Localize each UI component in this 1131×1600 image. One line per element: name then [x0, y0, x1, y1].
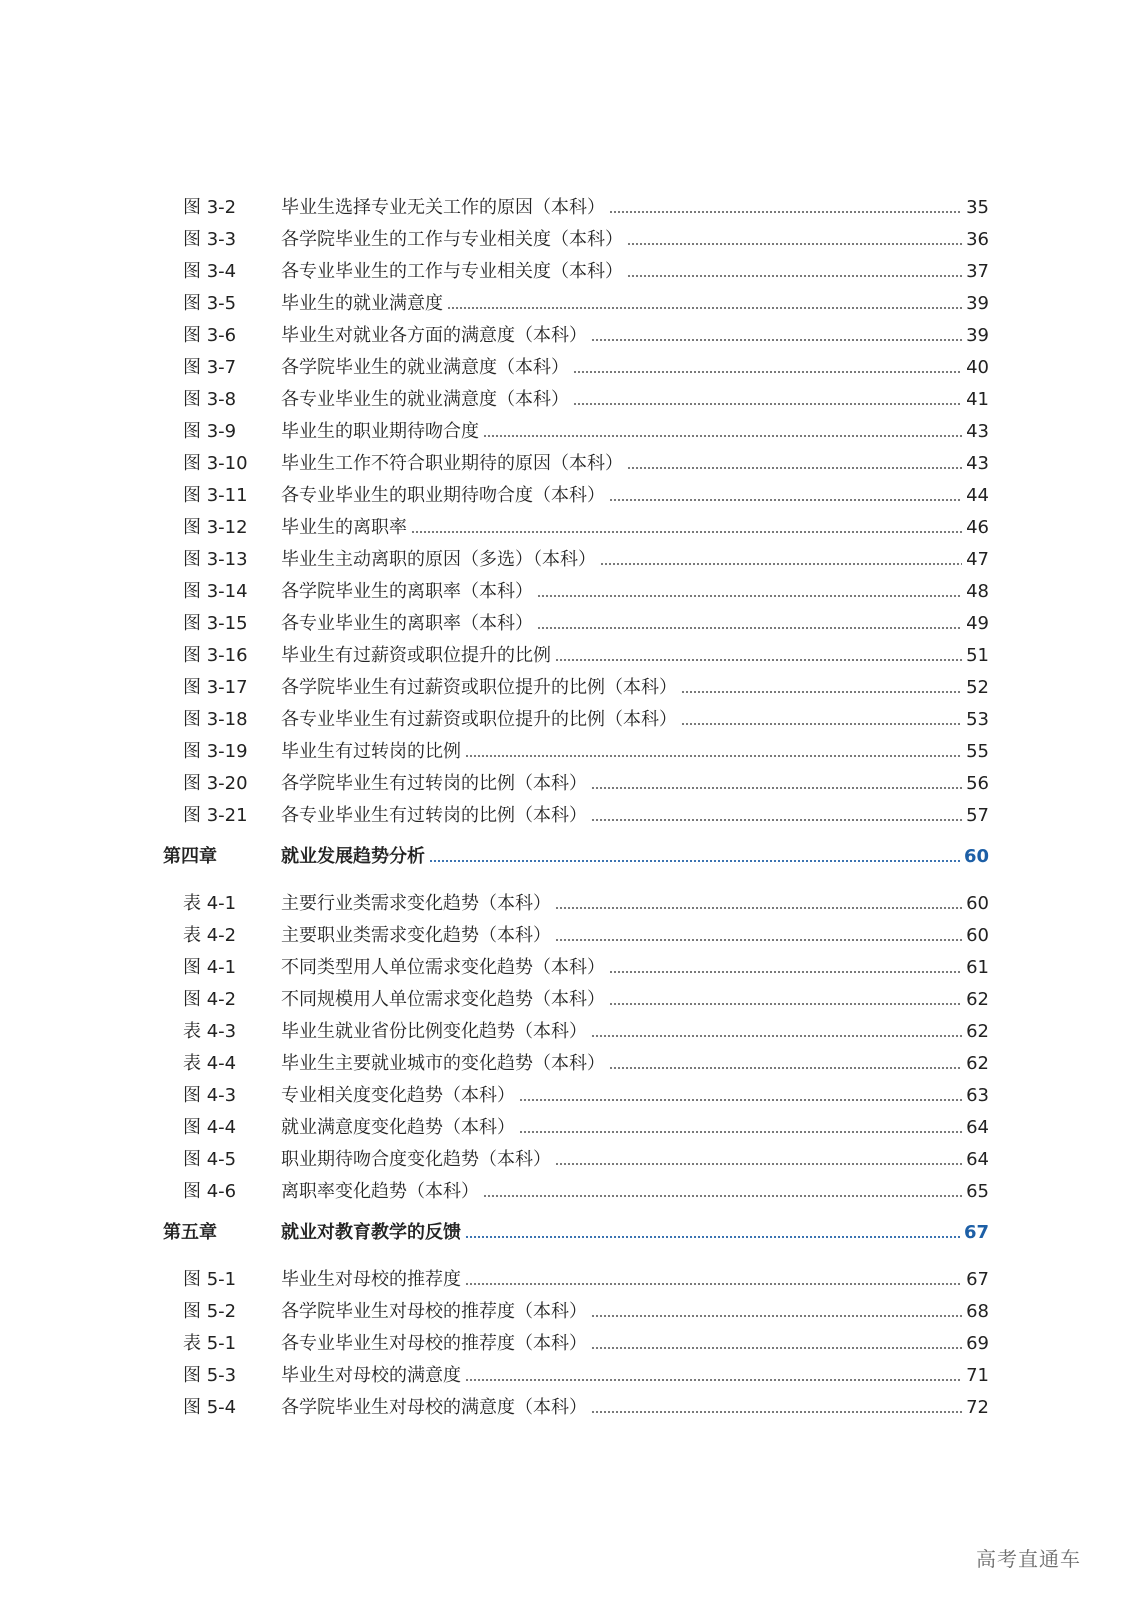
entry-line	[281, 197, 989, 219]
dot-leader	[465, 755, 962, 757]
toc-entry[interactable]	[163, 1048, 989, 1080]
entry-number: 图 3-9	[183, 421, 237, 442]
dot-leader	[609, 971, 962, 973]
toc-entry[interactable]	[163, 984, 989, 1016]
entry-number: 图 3-18	[183, 709, 248, 730]
entry-number: 图 3-20	[183, 773, 248, 794]
dot-leader	[465, 1236, 960, 1238]
toc-entry[interactable]	[163, 640, 989, 672]
entry-number: 图 4-4	[183, 1117, 237, 1138]
toc-entry[interactable]	[163, 352, 989, 384]
entry-number: 图 3-6	[183, 325, 237, 346]
entry-title: 毕业生主要就业城市的变化趋势（本科）	[281, 1053, 605, 1074]
page-number: 53	[966, 709, 989, 730]
dot-leader	[627, 467, 962, 469]
entry-line	[281, 773, 989, 795]
dot-leader	[591, 1411, 962, 1413]
entry-title: 各专业毕业生有过转岗的比例（本科）	[281, 805, 587, 826]
entry-title: 各专业毕业生的工作与专业相关度（本科）	[281, 261, 623, 282]
dot-leader	[555, 659, 962, 661]
entry-title: 主要行业类需求变化趋势（本科）	[281, 893, 551, 914]
entry-title: 各专业毕业生的就业满意度（本科）	[281, 389, 569, 410]
entry-title: 毕业生的就业满意度	[281, 293, 443, 314]
dot-leader	[537, 595, 962, 597]
page-number: 46	[966, 517, 989, 538]
page-number: 63	[966, 1085, 989, 1106]
entry-number: 表 4-3	[183, 1021, 237, 1042]
entry-number: 图 4-5	[183, 1149, 237, 1170]
page-number: 62	[966, 1053, 989, 1074]
entry-number: 图 3-5	[183, 293, 237, 314]
entry-number: 图 3-17	[183, 677, 248, 698]
entry-title: 各学院毕业生的就业满意度（本科）	[281, 357, 569, 378]
entry-line	[281, 709, 989, 731]
entry-line	[281, 1333, 989, 1355]
page-number: 62	[966, 989, 989, 1010]
dot-leader	[483, 1195, 962, 1197]
dot-leader	[591, 1035, 962, 1037]
entry-title: 各学院毕业生有过转岗的比例（本科）	[281, 773, 587, 794]
entry-line	[281, 293, 989, 315]
page-number: 60	[963, 846, 989, 867]
entry-line	[281, 1365, 989, 1387]
entry-number: 图 4-6	[183, 1181, 237, 1202]
entry-number: 图 3-11	[183, 485, 248, 506]
entry-line	[281, 1222, 989, 1244]
page-number: 65	[966, 1181, 989, 1202]
entry-line	[281, 1021, 989, 1043]
entry-number: 图 3-13	[183, 549, 248, 570]
toc-chapter-heading[interactable]	[163, 1211, 989, 1255]
page-number: 61	[966, 957, 989, 978]
toc-entry[interactable]	[163, 1328, 989, 1360]
page-number: 52	[966, 677, 989, 698]
dot-leader	[591, 787, 962, 789]
entry-line	[281, 229, 989, 251]
entry-number: 图 3-10	[183, 453, 248, 474]
dot-leader	[600, 563, 962, 565]
entry-title: 毕业生的离职率	[281, 517, 407, 538]
entry-line	[281, 957, 989, 979]
entry-number: 图 3-3	[183, 229, 237, 250]
toc-entry[interactable]	[163, 480, 989, 512]
page-number: 56	[966, 773, 989, 794]
watermark-text: 高考直通车	[976, 1547, 1081, 1571]
entry-title: 各学院毕业生有过薪资或职位提升的比例（本科）	[281, 677, 677, 698]
entry-line	[281, 1117, 989, 1139]
page-number: 39	[966, 325, 989, 346]
toc-entry[interactable]	[163, 224, 989, 256]
entry-title: 毕业生有过薪资或职位提升的比例	[281, 645, 551, 666]
page-number: 60	[966, 893, 989, 914]
toc-entry[interactable]	[163, 888, 989, 920]
page-number: 67	[966, 1269, 989, 1290]
entry-title: 毕业生主动离职的原因（多选）（本科）	[281, 549, 596, 570]
dot-leader	[591, 1347, 962, 1349]
entry-title: 各专业毕业生的职业期待吻合度（本科）	[281, 485, 605, 506]
dot-leader	[591, 819, 962, 821]
entry-number: 图 3-16	[183, 645, 248, 666]
entry-number: 图 5-1	[183, 1269, 237, 1290]
chapter-title: 就业对教育教学的反馈	[281, 1222, 461, 1243]
dot-leader	[627, 243, 962, 245]
toc-entry[interactable]	[163, 512, 989, 544]
page-number: 71	[966, 1365, 989, 1386]
entry-line	[281, 357, 989, 379]
dot-leader	[555, 907, 962, 909]
toc-entry[interactable]	[163, 1360, 989, 1392]
entry-line	[281, 1085, 989, 1107]
entry-line	[281, 893, 989, 915]
entry-title: 就业满意度变化趋势（本科）	[281, 1117, 515, 1138]
entry-line	[281, 613, 989, 635]
dot-leader	[555, 1163, 962, 1165]
entry-number: 表 4-2	[183, 925, 237, 946]
entry-line	[281, 421, 989, 443]
dot-leader	[681, 723, 962, 725]
entry-number: 表 4-1	[183, 893, 237, 914]
page-number: 43	[966, 421, 989, 442]
page-number: 51	[966, 645, 989, 666]
entry-number: 图 3-19	[183, 741, 248, 762]
dot-leader	[465, 1283, 962, 1285]
entry-title: 毕业生对就业各方面的满意度（本科）	[281, 325, 587, 346]
dot-leader	[573, 371, 962, 373]
page-number: 60	[966, 925, 989, 946]
entry-line	[281, 677, 989, 699]
dot-leader	[429, 860, 960, 862]
entry-number: 图 3-2	[183, 197, 237, 218]
chapter-number: 第四章	[163, 846, 217, 867]
entry-number: 图 3-12	[183, 517, 248, 538]
entry-line	[281, 453, 989, 475]
page-number: 68	[966, 1301, 989, 1322]
dot-leader	[609, 1003, 962, 1005]
entry-line	[281, 989, 989, 1011]
entry-title: 毕业生工作不符合职业期待的原因（本科）	[281, 453, 623, 474]
entry-title: 各学院毕业生的离职率（本科）	[281, 581, 533, 602]
toc-entry[interactable]	[163, 800, 989, 832]
entry-line	[281, 1053, 989, 1075]
entry-number: 图 5-2	[183, 1301, 237, 1322]
entry-title: 毕业生有过转岗的比例	[281, 741, 461, 762]
toc-entry[interactable]	[163, 768, 989, 800]
entry-title: 毕业生选择专业无关工作的原因（本科）	[281, 197, 605, 218]
entry-number: 图 4-3	[183, 1085, 237, 1106]
entry-line	[281, 549, 989, 571]
entry-line	[281, 805, 989, 827]
dot-leader	[591, 339, 962, 341]
entry-title: 各专业毕业生对母校的推荐度（本科）	[281, 1333, 587, 1354]
entry-number: 图 3-8	[183, 389, 237, 410]
entry-title: 各专业毕业生的离职率（本科）	[281, 613, 533, 634]
dot-leader	[555, 939, 962, 941]
entry-number: 图 3-15	[183, 613, 248, 634]
entry-number: 表 5-1	[183, 1333, 237, 1354]
entry-line	[281, 645, 989, 667]
dot-leader	[447, 307, 962, 309]
page-number: 35	[966, 197, 989, 218]
entry-number: 图 3-21	[183, 805, 248, 826]
dot-leader	[483, 435, 962, 437]
entry-title: 毕业生的职业期待吻合度	[281, 421, 479, 442]
entry-number: 图 3-4	[183, 261, 237, 282]
entry-line	[281, 1149, 989, 1171]
entry-title: 不同规模用人单位需求变化趋势（本科）	[281, 989, 605, 1010]
page-number: 57	[966, 805, 989, 826]
page-number: 36	[966, 229, 989, 250]
page-number: 69	[966, 1333, 989, 1354]
dot-leader	[681, 691, 962, 693]
toc-entry[interactable]	[163, 448, 989, 480]
dot-leader	[573, 403, 962, 405]
entry-line	[281, 325, 989, 347]
toc-entry[interactable]	[163, 1080, 989, 1112]
toc-entry[interactable]	[163, 1392, 989, 1424]
toc-entry[interactable]	[163, 576, 989, 608]
page-number: 64	[966, 1149, 989, 1170]
entry-number: 图 3-14	[183, 581, 248, 602]
dot-leader	[609, 1067, 962, 1069]
toc-entry[interactable]	[163, 736, 989, 768]
entry-title: 各学院毕业生对母校的满意度（本科）	[281, 1397, 587, 1418]
toc-entry[interactable]	[163, 608, 989, 640]
toc-entry[interactable]	[163, 704, 989, 736]
dot-leader	[519, 1099, 962, 1101]
dot-leader	[465, 1379, 962, 1381]
entry-title: 不同类型用人单位需求变化趋势（本科）	[281, 957, 605, 978]
page-number: 72	[966, 1397, 989, 1418]
page-number: 43	[966, 453, 989, 474]
entry-line	[281, 741, 989, 763]
entry-title: 毕业生对母校的推荐度	[281, 1269, 461, 1290]
page-number: 67	[963, 1222, 989, 1243]
dot-leader	[537, 627, 962, 629]
entry-title: 各学院毕业生对母校的推荐度（本科）	[281, 1301, 587, 1322]
toc-entry[interactable]	[163, 1296, 989, 1328]
entry-line	[281, 1181, 989, 1203]
entry-line	[281, 925, 989, 947]
page-number: 48	[966, 581, 989, 602]
chapter-number: 第五章	[163, 1222, 217, 1243]
page-number: 39	[966, 293, 989, 314]
entry-number: 图 3-7	[183, 357, 237, 378]
toc-entry[interactable]	[163, 1144, 989, 1176]
entry-line	[281, 581, 989, 603]
dot-leader	[609, 499, 962, 501]
page-number: 37	[966, 261, 989, 282]
entry-title: 各专业毕业生有过薪资或职位提升的比例（本科）	[281, 709, 677, 730]
page-number: 40	[966, 357, 989, 378]
toc-entry[interactable]	[163, 384, 989, 416]
entry-line	[281, 1397, 989, 1419]
dot-leader	[591, 1315, 962, 1317]
toc-chapter-heading[interactable]	[163, 835, 989, 879]
entry-line	[281, 1301, 989, 1323]
toc-entry[interactable]	[163, 1176, 989, 1208]
entry-number: 图 4-1	[183, 957, 237, 978]
toc-entry[interactable]	[163, 952, 989, 984]
entry-line	[281, 389, 989, 411]
page-number: 55	[966, 741, 989, 762]
entry-title: 职业期待吻合度变化趋势（本科）	[281, 1149, 551, 1170]
entry-number: 表 4-4	[183, 1053, 237, 1074]
page-number: 62	[966, 1021, 989, 1042]
chapter-title: 就业发展趋势分析	[281, 846, 425, 867]
table-of-contents	[163, 192, 989, 1424]
toc-entry[interactable]	[163, 320, 989, 352]
entry-line	[281, 485, 989, 507]
entry-line	[281, 261, 989, 283]
page-number: 49	[966, 613, 989, 634]
dot-leader	[519, 1131, 962, 1133]
entry-number: 图 5-3	[183, 1365, 237, 1386]
toc-entry[interactable]	[163, 416, 989, 448]
toc-entry[interactable]	[163, 192, 989, 224]
entry-line	[281, 1269, 989, 1291]
toc-entry[interactable]	[163, 672, 989, 704]
toc-entry[interactable]	[163, 1264, 989, 1296]
dot-leader	[609, 211, 962, 213]
entry-title: 毕业生对母校的满意度	[281, 1365, 461, 1386]
page-number: 41	[966, 389, 989, 410]
dot-leader	[627, 275, 962, 277]
toc-entry[interactable]	[163, 544, 989, 576]
entry-line	[281, 517, 989, 539]
entry-number: 图 4-2	[183, 989, 237, 1010]
page-number: 47	[966, 549, 989, 570]
toc-entry[interactable]	[163, 1016, 989, 1048]
dot-leader	[411, 531, 962, 533]
entry-title: 主要职业类需求变化趋势（本科）	[281, 925, 551, 946]
toc-entry[interactable]	[163, 288, 989, 320]
entry-title: 毕业生就业省份比例变化趋势（本科）	[281, 1021, 587, 1042]
entry-line	[281, 846, 989, 868]
toc-entry[interactable]	[163, 1112, 989, 1144]
page-number: 44	[966, 485, 989, 506]
page-number: 64	[966, 1117, 989, 1138]
toc-entry[interactable]	[163, 920, 989, 952]
entry-title: 专业相关度变化趋势（本科）	[281, 1085, 515, 1106]
entry-number: 图 5-4	[183, 1397, 237, 1418]
entry-title: 离职率变化趋势（本科）	[281, 1181, 479, 1202]
toc-entry[interactable]	[163, 256, 989, 288]
entry-title: 各学院毕业生的工作与专业相关度（本科）	[281, 229, 623, 250]
